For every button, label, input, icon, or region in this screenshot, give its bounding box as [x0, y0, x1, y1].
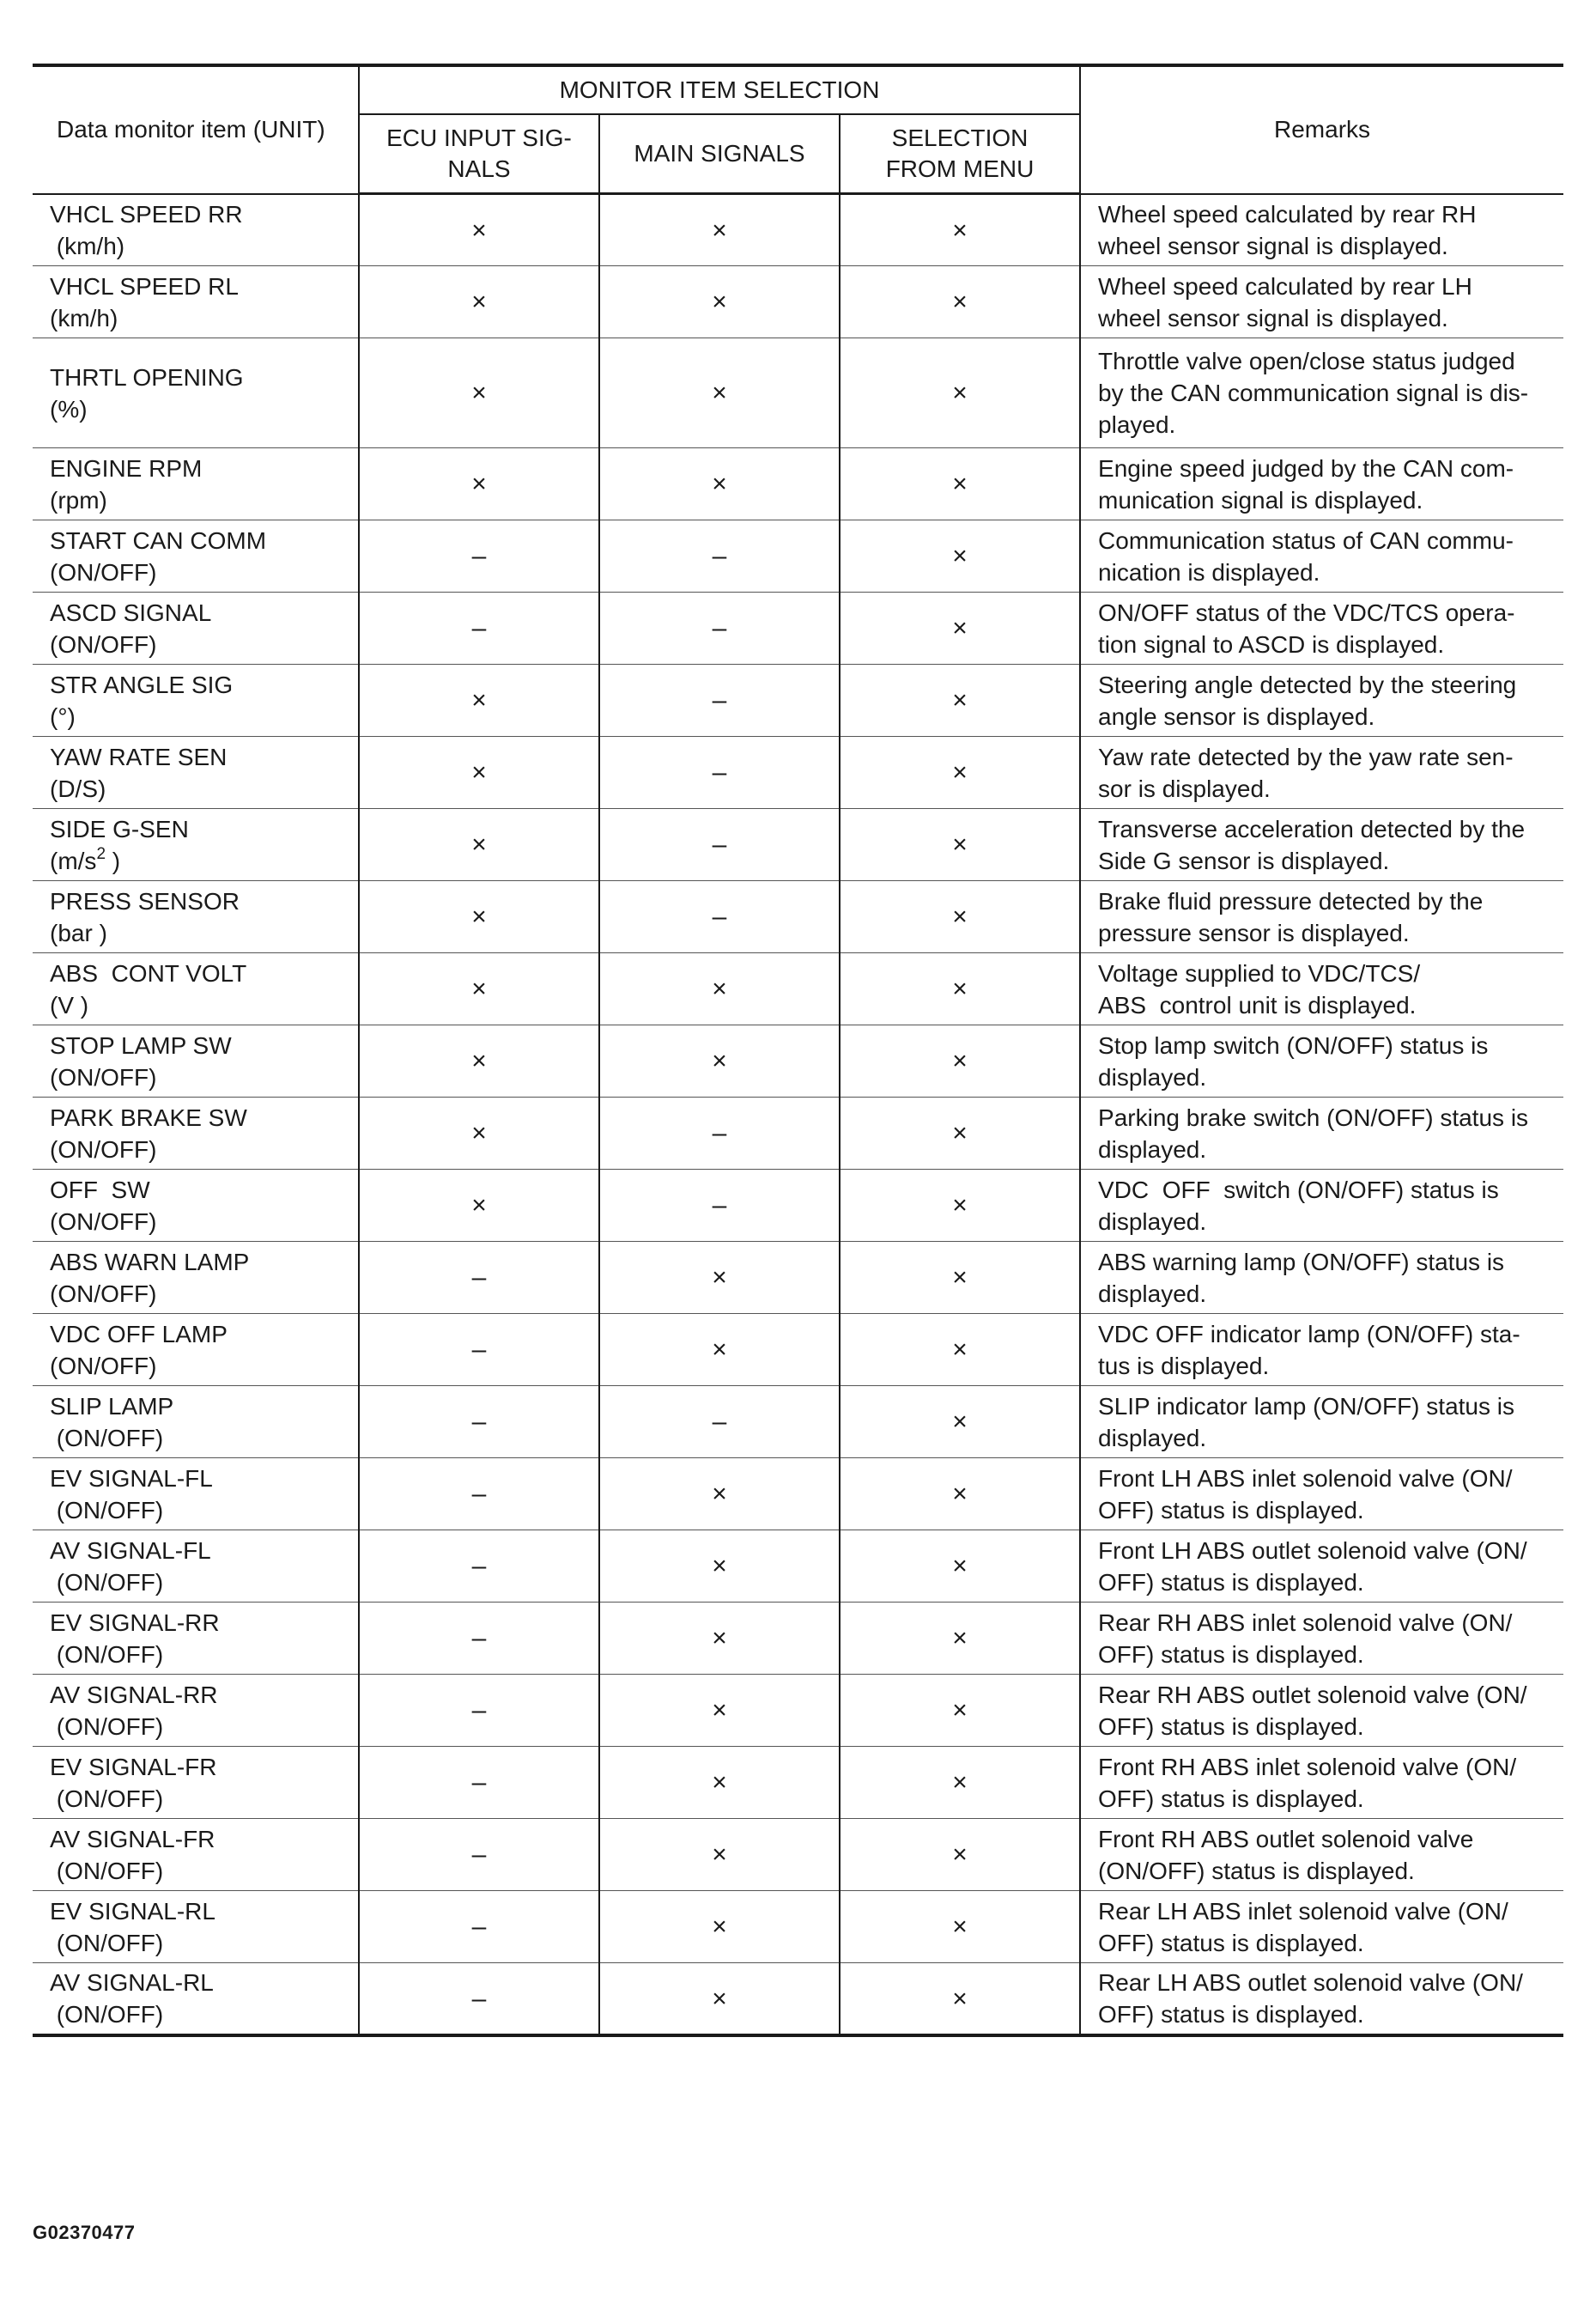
remarks-line: Communication status of CAN commu-	[1098, 526, 1514, 554]
selection-from-menu-mark: ×	[840, 737, 1080, 809]
remarks-cell	[1080, 1386, 1563, 1458]
remarks-line: SLIP indicator lamp (ON/OFF) status is	[1098, 1392, 1514, 1420]
monitor-item-name: VDC OFF LAMP	[50, 1320, 228, 1347]
table-row	[33, 1242, 1563, 1314]
remarks-line: OFF) status is displayed.	[1098, 1712, 1364, 1740]
monitor-item-cell	[33, 1530, 359, 1603]
monitor-item-name: ABS CONT VOLT	[50, 959, 247, 987]
selection-from-menu-mark: ×	[840, 520, 1080, 593]
ecu-input-signals-mark: ×	[359, 338, 599, 448]
remarks-line: sor is displayed.	[1098, 775, 1271, 802]
selection-from-menu-mark: ×	[840, 1603, 1080, 1675]
remarks-line: played.	[1098, 411, 1176, 438]
remarks-cell	[1080, 737, 1563, 809]
selection-from-menu-mark: ×	[840, 809, 1080, 881]
monitor-item-name: ENGINE RPM	[50, 454, 203, 482]
table-row	[33, 1747, 1563, 1819]
monitor-item-cell	[33, 1819, 359, 1891]
monitor-item-cell	[33, 1458, 359, 1530]
monitor-item-unit: (ON/OFF)	[50, 1857, 164, 1884]
monitor-item-cell	[33, 881, 359, 953]
selection-from-menu-mark: ×	[840, 1747, 1080, 1819]
remarks-cell	[1080, 1530, 1563, 1603]
table-header	[33, 65, 1563, 194]
monitor-item-unit: (km/h)	[50, 232, 125, 259]
remarks-cell	[1080, 1819, 1563, 1891]
remarks-line: OFF) status is displayed.	[1098, 1640, 1364, 1668]
main-signals-mark: ×	[599, 1819, 840, 1891]
header-ecu-input-signals	[359, 114, 599, 194]
selection-from-menu-mark: ×	[840, 338, 1080, 448]
ecu-input-signals-mark: –	[359, 520, 599, 593]
unit-base: (m/s	[50, 847, 97, 874]
ecu-input-signals-mark: ×	[359, 881, 599, 953]
selection-from-menu-mark: ×	[840, 1530, 1080, 1603]
main-signals-mark: ×	[599, 448, 840, 520]
table-row	[33, 809, 1563, 881]
selection-from-menu-mark: ×	[840, 448, 1080, 520]
remarks-line: (ON/OFF) status is displayed.	[1098, 1857, 1415, 1884]
monitor-item-unit: (ON/OFF)	[50, 1568, 164, 1596]
monitor-item-cell	[33, 1170, 359, 1242]
monitor-item-unit: (bar )	[50, 919, 107, 946]
main-signals-mark: –	[599, 593, 840, 665]
selection-from-menu-mark: ×	[840, 665, 1080, 737]
remarks-line: Side G sensor is displayed.	[1098, 847, 1390, 874]
monitor-item-name: THRTL OPENING	[50, 363, 244, 391]
remarks-cell	[1080, 593, 1563, 665]
remarks-line: Steering angle detected by the steering	[1098, 671, 1517, 698]
monitor-item-name: AV SIGNAL-FR	[50, 1825, 215, 1852]
monitor-item-cell	[33, 448, 359, 520]
remarks-line: OFF) status is displayed.	[1098, 2001, 1364, 2028]
ecu-input-signals-mark: –	[359, 1603, 599, 1675]
main-signals-mark: –	[599, 1170, 840, 1242]
main-signals-mark: ×	[599, 1242, 840, 1314]
table-row	[33, 520, 1563, 593]
ecu-input-signals-mark: –	[359, 1242, 599, 1314]
remarks-line: Front RH ABS outlet solenoid valve	[1098, 1825, 1474, 1852]
monitor-item-name: AV SIGNAL-RR	[50, 1681, 218, 1708]
remarks-line: pressure sensor is displayed.	[1098, 919, 1410, 946]
selection-from-menu-mark: ×	[840, 1386, 1080, 1458]
remarks-line: Wheel speed calculated by rear LH	[1098, 272, 1472, 300]
table-row	[33, 665, 1563, 737]
monitor-item-unit: (ON/OFF)	[50, 1712, 164, 1740]
remarks-line: Front RH ABS inlet solenoid valve (ON/	[1098, 1753, 1517, 1780]
monitor-item-cell	[33, 266, 359, 338]
selection-from-menu-mark: ×	[840, 1242, 1080, 1314]
selection-from-menu-mark: ×	[840, 593, 1080, 665]
monitor-item-unit: (ON/OFF)	[50, 1785, 164, 1812]
main-signals-mark: ×	[599, 1530, 840, 1603]
monitor-item-name: EV SIGNAL-FR	[50, 1753, 217, 1780]
remarks-cell	[1080, 266, 1563, 338]
data-monitor-table-page	[33, 64, 1563, 2037]
ecu-input-signals-mark: ×	[359, 665, 599, 737]
remarks-line: wheel sensor signal is displayed.	[1098, 304, 1448, 331]
remarks-cell	[1080, 1747, 1563, 1819]
table-row	[33, 448, 1563, 520]
monitor-item-unit: (ON/OFF)	[50, 1063, 157, 1091]
monitor-item-name: OFF SW	[50, 1176, 150, 1203]
remarks-cell	[1080, 953, 1563, 1025]
header-data-monitor-item: Data monitor item (UNIT)	[33, 65, 359, 194]
remarks-cell	[1080, 881, 1563, 953]
monitor-item-unit	[50, 845, 349, 877]
monitor-item-unit: (rpm)	[50, 486, 107, 514]
main-signals-mark: –	[599, 1386, 840, 1458]
monitor-item-cell	[33, 1747, 359, 1819]
main-signals-mark: –	[599, 881, 840, 953]
ecu-input-signals-mark: –	[359, 1386, 599, 1458]
remarks-line: Engine speed judged by the CAN com-	[1098, 454, 1514, 482]
remarks-cell	[1080, 1314, 1563, 1386]
remarks-line: Parking brake switch (ON/OFF) status is	[1098, 1104, 1529, 1131]
monitor-item-unit: (ON/OFF)	[50, 1280, 157, 1307]
remarks-cell	[1080, 194, 1563, 266]
main-signals-mark: ×	[599, 953, 840, 1025]
remarks-line: OFF) status is displayed.	[1098, 1496, 1364, 1523]
remarks-line: OFF) status is displayed.	[1098, 1568, 1364, 1596]
remarks-line: Rear LH ABS inlet solenoid valve (ON/	[1098, 1897, 1508, 1925]
monitor-item-cell	[33, 338, 359, 448]
remarks-line: Rear LH ABS outlet solenoid valve (ON/	[1098, 1969, 1523, 1996]
header-ecu-line2: NALS	[447, 155, 511, 182]
table-row	[33, 1891, 1563, 1963]
main-signals-mark: ×	[599, 338, 840, 448]
main-signals-mark: ×	[599, 194, 840, 266]
table-row	[33, 1025, 1563, 1098]
monitor-item-name: VHCL SPEED RR	[50, 200, 243, 228]
remarks-cell	[1080, 1025, 1563, 1098]
monitor-item-cell	[33, 1242, 359, 1314]
remarks-line: Brake fluid pressure detected by the	[1098, 887, 1484, 915]
remarks-line: VDC OFF switch (ON/OFF) status is	[1098, 1176, 1499, 1203]
ecu-input-signals-mark: –	[359, 1963, 599, 2036]
monitor-item-unit: (ON/OFF)	[50, 1135, 157, 1163]
ecu-input-signals-mark: –	[359, 593, 599, 665]
table-row	[33, 1603, 1563, 1675]
monitor-item-name: EV SIGNAL-FL	[50, 1464, 213, 1492]
remarks-line: Wheel speed calculated by rear RH	[1098, 200, 1477, 228]
selection-from-menu-mark: ×	[840, 1025, 1080, 1098]
monitor-item-name: EV SIGNAL-RR	[50, 1609, 220, 1636]
remarks-line: displayed.	[1098, 1424, 1207, 1451]
table-row	[33, 266, 1563, 338]
remarks-line: Voltage supplied to VDC/TCS/	[1098, 959, 1421, 987]
remarks-line: ABS control unit is displayed.	[1098, 991, 1417, 1019]
monitor-item-name: EV SIGNAL-RL	[50, 1897, 215, 1925]
main-signals-mark: ×	[599, 1314, 840, 1386]
ecu-input-signals-mark: ×	[359, 448, 599, 520]
remarks-line: ABS warning lamp (ON/OFF) status is	[1098, 1248, 1505, 1275]
main-signals-mark: –	[599, 665, 840, 737]
monitor-item-name: START CAN COMM	[50, 526, 267, 554]
main-signals-mark: ×	[599, 1603, 840, 1675]
table-row	[33, 737, 1563, 809]
remarks-line: Front LH ABS outlet solenoid valve (ON/	[1098, 1536, 1527, 1564]
remarks-line: Stop lamp switch (ON/OFF) status is	[1098, 1031, 1489, 1059]
remarks-line: angle sensor is displayed.	[1098, 702, 1375, 730]
remarks-line: Throttle valve open/close status judged	[1098, 348, 1515, 374]
remarks-cell	[1080, 1603, 1563, 1675]
monitor-item-name: VHCL SPEED RL	[50, 272, 239, 300]
header-menu-line1: SELECTION	[891, 125, 1029, 151]
remarks-line: by the CAN communication signal is dis-	[1098, 380, 1529, 406]
monitor-item-name: YAW RATE SEN	[50, 743, 228, 770]
remarks-line: Rear RH ABS inlet solenoid valve (ON/	[1098, 1609, 1513, 1636]
main-signals-mark: ×	[599, 1025, 840, 1098]
table-row	[33, 338, 1563, 448]
remarks-line: munication signal is displayed.	[1098, 486, 1423, 514]
remarks-line: OFF) status is displayed.	[1098, 1785, 1364, 1812]
remarks-line: displayed.	[1098, 1280, 1207, 1307]
main-signals-mark: –	[599, 1098, 840, 1170]
monitor-item-unit: (km/h)	[50, 304, 118, 331]
header-ecu-line1: ECU INPUT SIG-	[386, 125, 572, 151]
selection-from-menu-mark: ×	[840, 881, 1080, 953]
monitor-item-unit: (ON/OFF)	[50, 630, 157, 658]
remarks-cell	[1080, 448, 1563, 520]
header-monitor-item-selection: MONITOR ITEM SELECTION	[359, 65, 1080, 114]
ecu-input-signals-mark: ×	[359, 737, 599, 809]
unit-tail: )	[106, 847, 121, 874]
remarks-line: displayed.	[1098, 1207, 1207, 1235]
monitor-item-unit: (ON/OFF)	[50, 1929, 164, 1956]
table-row	[33, 1458, 1563, 1530]
ecu-input-signals-mark: ×	[359, 809, 599, 881]
monitor-item-name: ABS WARN LAMP	[50, 1248, 250, 1275]
remarks-line: Front LH ABS inlet solenoid valve (ON/	[1098, 1464, 1513, 1492]
monitor-item-name: STR ANGLE SIG	[50, 671, 234, 698]
monitor-item-name: PRESS SENSOR	[50, 887, 240, 915]
remarks-line: Rear RH ABS outlet solenoid valve (ON/	[1098, 1681, 1527, 1708]
ecu-input-signals-mark: ×	[359, 1025, 599, 1098]
monitor-item-unit: (V )	[50, 991, 89, 1019]
main-signals-mark: ×	[599, 1891, 840, 1963]
remarks-cell	[1080, 1963, 1563, 2036]
monitor-item-cell	[33, 1098, 359, 1170]
table-row	[33, 1386, 1563, 1458]
ecu-input-signals-mark: ×	[359, 194, 599, 266]
main-signals-mark: ×	[599, 1747, 840, 1819]
table-row	[33, 1314, 1563, 1386]
main-signals-mark: ×	[599, 1963, 840, 2036]
selection-from-menu-mark: ×	[840, 1819, 1080, 1891]
table-row	[33, 194, 1563, 266]
remarks-cell	[1080, 1170, 1563, 1242]
monitor-item-cell	[33, 1314, 359, 1386]
selection-from-menu-mark: ×	[840, 1314, 1080, 1386]
table-row	[33, 1819, 1563, 1891]
table-row	[33, 1530, 1563, 1603]
header-remarks: Remarks	[1080, 65, 1563, 194]
remarks-line: VDC OFF indicator lamp (ON/OFF) sta-	[1098, 1320, 1520, 1347]
remarks-line: ON/OFF status of the VDC/TCS opera-	[1098, 599, 1515, 626]
selection-from-menu-mark: ×	[840, 1458, 1080, 1530]
remarks-line: displayed.	[1098, 1063, 1207, 1091]
monitor-item-cell	[33, 194, 359, 266]
monitor-item-cell	[33, 953, 359, 1025]
monitor-item-cell	[33, 1386, 359, 1458]
monitor-item-cell	[33, 1675, 359, 1747]
remarks-cell	[1080, 520, 1563, 593]
table-row	[33, 1170, 1563, 1242]
remarks-line: tion signal to ASCD is displayed.	[1098, 630, 1445, 658]
selection-from-menu-mark: ×	[840, 1170, 1080, 1242]
main-signals-mark: ×	[599, 1675, 840, 1747]
monitor-item-unit: (D/S)	[50, 775, 106, 802]
main-signals-mark: –	[599, 520, 840, 593]
selection-from-menu-mark: ×	[840, 1963, 1080, 2036]
selection-from-menu-mark: ×	[840, 1675, 1080, 1747]
monitor-item-name: STOP LAMP SW	[50, 1031, 232, 1059]
monitor-item-unit: (ON/OFF)	[50, 1424, 164, 1451]
remarks-cell	[1080, 1242, 1563, 1314]
main-signals-mark: –	[599, 809, 840, 881]
monitor-item-name: SIDE G-SEN	[50, 815, 189, 842]
remarks-cell	[1080, 1098, 1563, 1170]
remarks-line: Yaw rate detected by the yaw rate sen-	[1098, 743, 1514, 770]
unit-exponent: 2	[96, 844, 106, 863]
selection-from-menu-mark: ×	[840, 1098, 1080, 1170]
data-monitor-table	[33, 64, 1563, 2037]
table-body	[33, 194, 1563, 2036]
ecu-input-signals-mark: –	[359, 1314, 599, 1386]
table-row	[33, 593, 1563, 665]
remarks-line: OFF) status is displayed.	[1098, 1929, 1364, 1956]
ecu-input-signals-mark: –	[359, 1819, 599, 1891]
ecu-input-signals-mark: –	[359, 1675, 599, 1747]
table-row	[33, 1963, 1563, 2036]
header-menu-line2: FROM MENU	[885, 155, 1035, 182]
monitor-item-name: ASCD SIGNAL	[50, 599, 212, 626]
monitor-item-unit: (ON/OFF)	[50, 1352, 157, 1379]
monitor-item-name: SLIP LAMP	[50, 1392, 174, 1420]
ecu-input-signals-mark: –	[359, 1530, 599, 1603]
monitor-item-cell	[33, 665, 359, 737]
monitor-item-unit: (ON/OFF)	[50, 558, 157, 586]
monitor-item-cell	[33, 809, 359, 881]
monitor-item-unit: (ON/OFF)	[50, 1496, 164, 1523]
remarks-line: wheel sensor signal is displayed.	[1098, 232, 1448, 259]
monitor-item-unit: (%)	[50, 395, 88, 423]
monitor-item-name: AV SIGNAL-FL	[50, 1536, 211, 1564]
remarks-line: nication is displayed.	[1098, 558, 1320, 586]
remarks-cell	[1080, 1458, 1563, 1530]
monitor-item-unit: (ON/OFF)	[50, 1207, 157, 1235]
monitor-item-cell	[33, 520, 359, 593]
remarks-cell	[1080, 1675, 1563, 1747]
remarks-line: displayed.	[1098, 1135, 1207, 1163]
selection-from-menu-mark: ×	[840, 194, 1080, 266]
monitor-item-cell	[33, 737, 359, 809]
remarks-cell	[1080, 809, 1563, 881]
ecu-input-signals-mark: –	[359, 1891, 599, 1963]
table-row	[33, 1675, 1563, 1747]
main-signals-mark: –	[599, 737, 840, 809]
monitor-item-name: PARK BRAKE SW	[50, 1104, 247, 1131]
figure-code: G02370477	[33, 2222, 136, 2243]
remarks-cell	[1080, 338, 1563, 448]
selection-from-menu-mark: ×	[840, 953, 1080, 1025]
ecu-input-signals-mark: ×	[359, 266, 599, 338]
monitor-item-unit: (ON/OFF)	[50, 1640, 164, 1668]
monitor-item-cell	[33, 1025, 359, 1098]
table-row	[33, 1098, 1563, 1170]
ecu-input-signals-mark: ×	[359, 953, 599, 1025]
remarks-cell	[1080, 1891, 1563, 1963]
header-selection-from-menu	[840, 114, 1080, 194]
remarks-line: Transverse acceleration detected by the	[1098, 815, 1526, 842]
monitor-item-cell	[33, 1603, 359, 1675]
monitor-item-cell	[33, 593, 359, 665]
selection-from-menu-mark: ×	[840, 1891, 1080, 1963]
ecu-input-signals-mark: ×	[359, 1170, 599, 1242]
ecu-input-signals-mark: ×	[359, 1098, 599, 1170]
monitor-item-cell	[33, 1891, 359, 1963]
ecu-input-signals-mark: –	[359, 1747, 599, 1819]
main-signals-mark: ×	[599, 266, 840, 338]
monitor-item-name: AV SIGNAL-RL	[50, 1969, 214, 1996]
monitor-item-cell	[33, 1963, 359, 2036]
table-row	[33, 953, 1563, 1025]
header-main-signals: MAIN SIGNALS	[599, 114, 840, 194]
main-signals-mark: ×	[599, 1458, 840, 1530]
remarks-cell	[1080, 665, 1563, 737]
monitor-item-unit: (ON/OFF)	[50, 2001, 164, 2028]
monitor-item-unit: (°)	[50, 702, 76, 730]
ecu-input-signals-mark: –	[359, 1458, 599, 1530]
remarks-line: tus is displayed.	[1098, 1352, 1270, 1379]
table-row	[33, 881, 1563, 953]
selection-from-menu-mark: ×	[840, 266, 1080, 338]
